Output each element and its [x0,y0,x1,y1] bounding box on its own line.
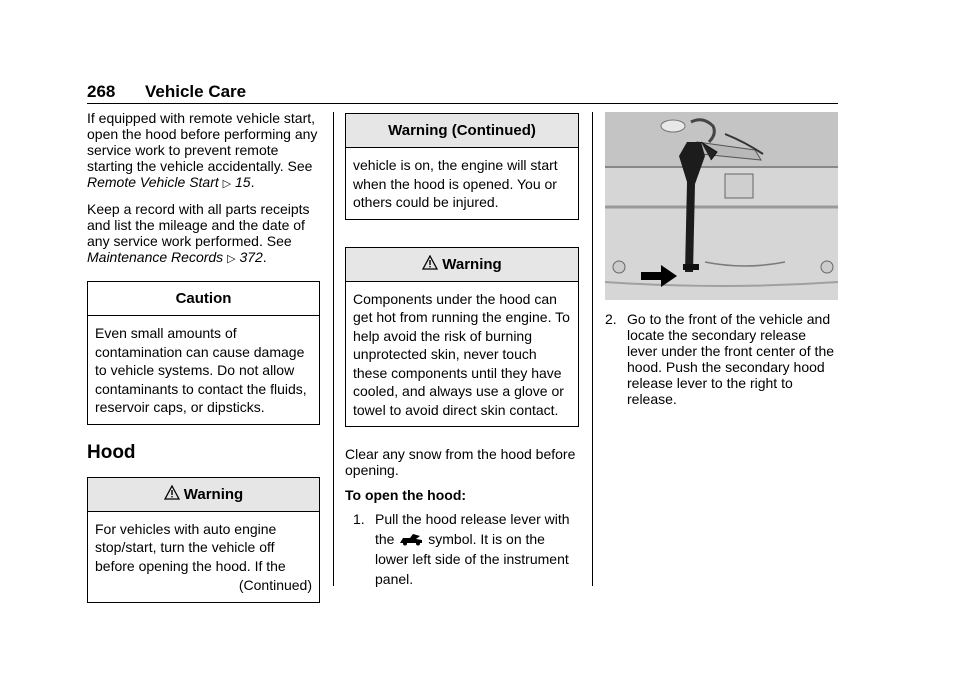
open-hood-heading: To open the hood: [345,487,467,503]
hood-heading: Hood [87,441,136,463]
records-period: . [262,249,267,265]
step-1-text-a: Pull the hood release lever with the [375,511,570,547]
records-text: Keep a record with all parts receipts and list the mileage and the date of any service work performed. See [87,201,310,249]
maintenance-page-ref[interactable]: 372 [239,249,263,265]
step-1-text-b: symbol. It is on the lower left side of the instrument panel. [375,531,569,587]
section-title: Vehicle Care [145,82,247,101]
step-1 [345,509,579,589]
caution-title: Caution [88,282,319,316]
step-2-number: 2. [605,311,617,327]
warning-text: For vehicles with auto engine stop/start, turn the vehicle off before opening the hood. If the [95,520,286,574]
warning-header [88,478,319,512]
page-reference-arrow-icon: ▷ [222,178,232,190]
remote-start-paragraph [87,110,320,192]
page-reference-arrow-icon: ▷ [227,253,236,265]
warning-continued-title: Warning (Continued) [346,114,578,148]
column-divider-2 [592,112,593,586]
continued-label: (Continued) [238,577,312,593]
page-header [87,82,838,104]
warning-text-box [88,512,319,602]
remote-start-text: If equipped with remote vehicle start, open the hood before performing any service work to prevent remote starting the vehicle accidentally. See [87,110,318,174]
remote-start-page-ref[interactable]: 15 [235,174,251,190]
warning2-text: Components under the hood can get hot from running the engine. To help avoid the risk of burning unprotected skin, never touch these components until they have cooled, and always use a glove or towel to avoid direct skin contact. [353,290,570,418]
records-paragraph [87,201,320,267]
caution-text: Even small amounts of contamination can cause damage to vehicle systems. Do not allow contaminants to contact the fluids, reservoir caps, or dipsticks. [95,325,307,415]
step-1-content [375,509,579,589]
column-divider-1 [333,112,334,586]
maintenance-records-link[interactable]: Maintenance Records [87,249,224,265]
warning2-title: Warning [442,255,502,273]
remote-start-period: . [250,174,255,190]
hood-release-lever-photo [605,112,838,300]
warning-box [87,477,320,603]
column-middle [345,113,579,589]
remote-vehicle-start-link[interactable]: Remote Vehicle Start [87,174,219,190]
step-2 [605,311,838,407]
step-2-text: Go to the front of the vehicle and locate the secondary release lever under the front center of the hood. Push the secondary hood release lever to the right to release. [627,311,835,407]
hood-open-car-icon [398,531,428,547]
column-right [605,112,838,407]
warning-triangle-icon [422,250,438,283]
warning-continued-box [345,113,579,220]
warning2-header [346,248,578,282]
column-left [87,110,320,603]
warning-title: Warning [183,485,244,503]
page-number: 268 [87,82,116,101]
warning-triangle-icon [164,480,180,513]
caution-box [87,281,320,425]
snow-paragraph: Clear any snow from the hood before opening. [345,446,576,478]
warning2-box [345,247,579,428]
warning-continued-text: vehicle is on, the engine will start when the hood is opened. You or others could be injured. [353,157,558,210]
step-1-number: 1. [353,511,365,527]
